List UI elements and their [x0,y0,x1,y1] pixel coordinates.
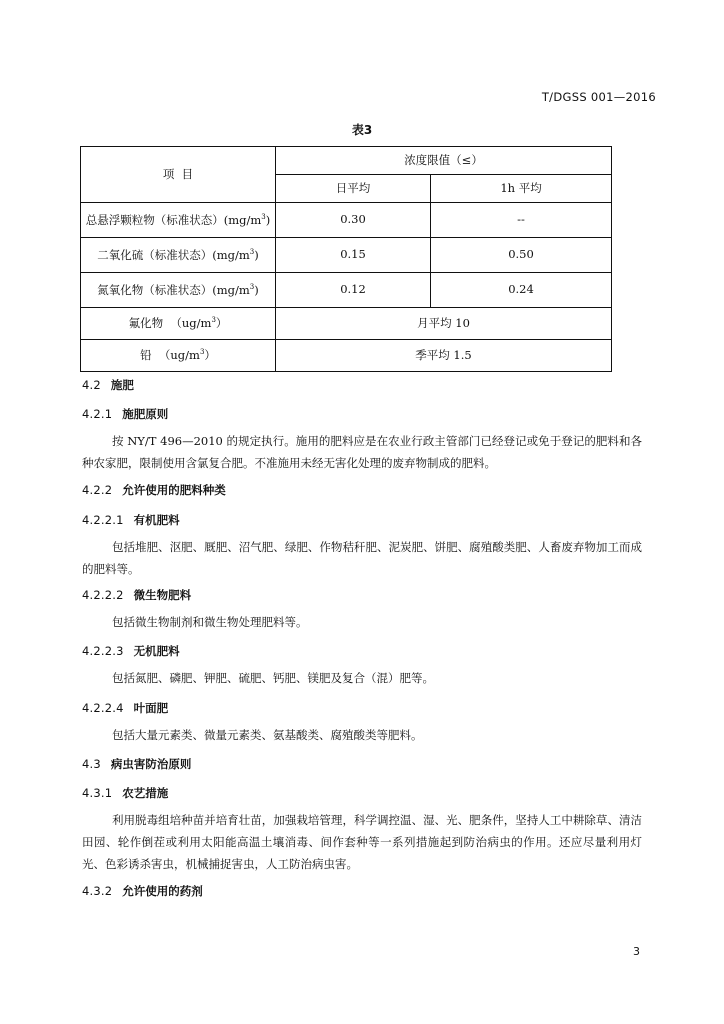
section-heading: 4.2.2.1 有机肥料 [82,513,180,527]
daily-value: 0.30 [276,203,431,238]
section-heading: 4.3.2 允许使用的药剂 [82,884,203,898]
merged-value: 季平均 1.5 [276,340,612,372]
header-hourly: 1h 平均 [431,175,612,203]
section-heading: 4.2.2.3 无机肥料 [82,644,180,658]
table-header-row [81,147,612,175]
header-limit: 浓度限值（≤） [276,147,612,175]
section-heading: 4.2.2.4 叶面肥 [82,701,169,715]
section-heading: 4.2.2 允许使用的肥料种类 [82,483,226,497]
paragraph: 按 NY/T 496—2010 的规定执行。施用的肥料应是在农业行政主管部门已经登记或免于登记的肥料和各种农家肥，限制使用含氯复合肥。不准施用未经无害化处理的废弃物制成的肥料。 [82,434,642,470]
item-cell: 氮氧化物（标准状态）$(mg/m^3)$ [81,273,276,308]
paragraph: 包括氮肥、磷肥、钾肥、硫肥、钙肥、镁肥及复合（混）肥等。 [112,671,434,685]
paragraph: 包括微生物制剂和微生物处理肥料等。 [112,615,308,629]
document-code: T/DGSS 001—2016 [541,90,656,104]
hourly-value: -- [431,203,612,238]
item-cell: 二氧化硫（标准状态）$(mg/m^3)$ [81,238,276,273]
page-number: 3 [633,945,640,958]
section-heading: 4.2.1 施肥原则 [82,407,169,421]
item-cell: 铅 $(ug/m^3)$ [81,340,276,372]
header-item: 项 目 [81,147,276,203]
merged-value: 月平均 10 [276,308,612,340]
section-heading: 4.3 病虫害防治原则 [82,757,192,771]
table-row [81,238,612,273]
hourly-value: 0.50 [431,238,612,273]
table-row-fluoride [81,308,612,340]
paragraph: 利用脱毒组培种苗并培育壮苗，加强栽培管理，科学调控温、湿、光、肥条件，坚持人工中耕除草、清洁田园、轮作倒茬或利用太阳能高温土壤消毒、间作套种等一系列措施起到防治病虫的作用。还应尽量利用灯光、色彩诱杀害虫，机械捕捉害虫，人工防治病虫害。 [82,813,642,871]
item-cell: 总悬浮颗粒物（标准状态）$(mg/m^3)$ [81,203,276,238]
hourly-value: 0.24 [431,273,612,308]
daily-value: 0.12 [276,273,431,308]
section-heading: 4.2 施肥 [82,378,134,392]
table-row-lead [81,340,612,372]
item-cell: 氟化物 $(ug/m^3)$ [81,308,276,340]
section-heading: 4.3.1 农艺措施 [82,786,169,800]
section-heading: 4.2.2.2 微生物肥料 [82,588,192,602]
header-daily: 日平均 [276,175,431,203]
paragraph: 包括堆肥、沤肥、厩肥、沼气肥、绿肥、作物秸秆肥、泥炭肥、饼肥、腐殖酸类肥、人畜废弃物加工而成的肥料等。 [82,540,642,576]
paragraph: 包括大量元素类、微量元素类、氨基酸类、腐殖酸类等肥料。 [112,728,423,742]
concentration-limit-table [80,146,612,372]
daily-value: 0.15 [276,238,431,273]
table-row [81,273,612,308]
table-row [81,203,612,238]
table-caption: 表3 [351,123,373,137]
